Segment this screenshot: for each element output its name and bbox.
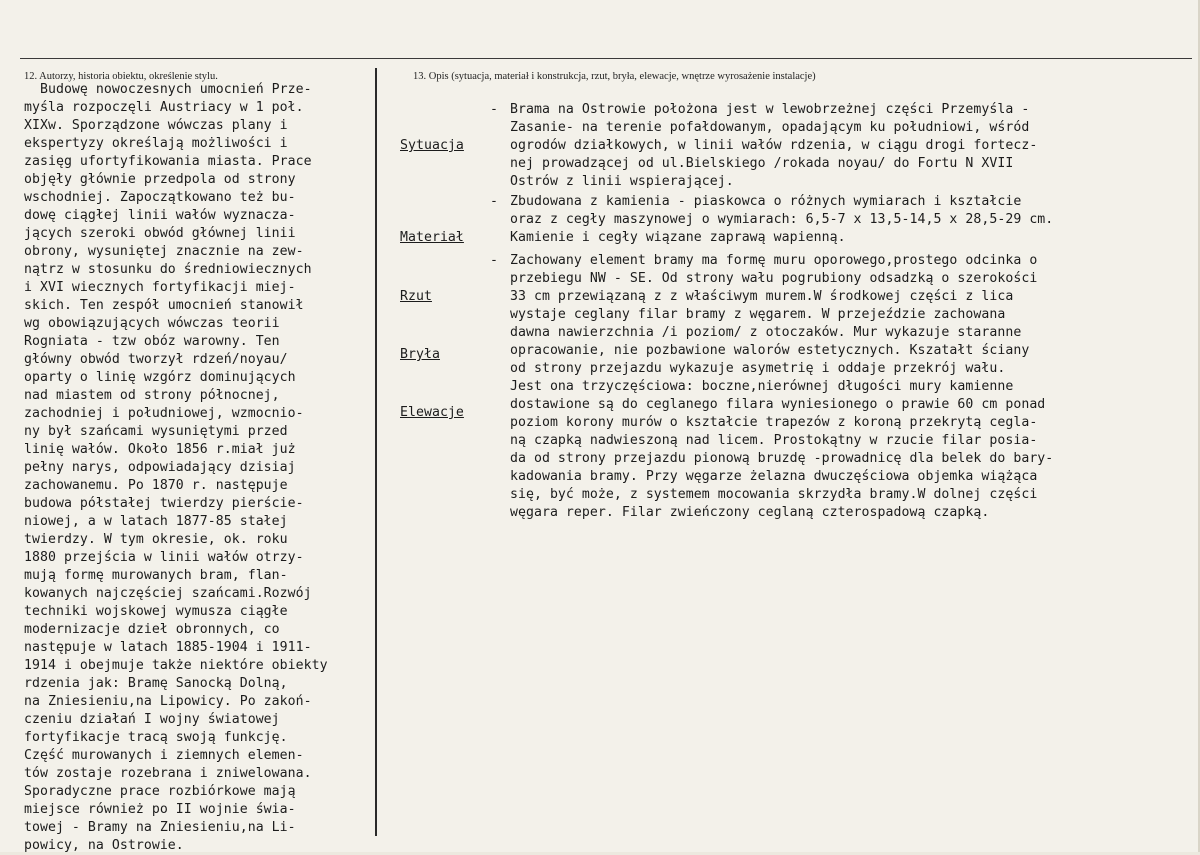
text-line: ekspertyzy określają możliwości i [24, 136, 288, 151]
section-body [510, 101, 1037, 191]
text-line: miejsce również po II wojnie świa- [24, 802, 296, 817]
text-line: towej - Bramy na Zniesieniu,na Li- [24, 820, 296, 835]
text-line: fortyfikacje tracą swoją funkcję. [24, 730, 288, 745]
text-line: oraz z cegły maszynowej o wymiarach: 6,5-7 x 13,5-14,5 x 28,5-29 cm. [510, 212, 1054, 227]
section-label [400, 101, 464, 191]
text-line: wschodniej. Zapoczątkowano też bu- [24, 190, 296, 205]
text-line: tów zostaje rozebrana i zniwelowana. [24, 766, 312, 781]
right-column-header: 13. Opis (sytuacja, materiał i konstrukcja, rzut, bryła, elewacje, wnętrze wyrosażenie instalacje) [413, 71, 816, 82]
text-line: kadowania bramy. Przy węgarze żelazna dwuczęściowa objemka wiążąca [510, 469, 1038, 484]
text-line: ny był szańcami wysuniętymi przed [24, 424, 288, 439]
text-line: jących szeroki obwód głównej linii [24, 226, 296, 241]
text-line: pełny narys, odpowiadający dzisiaj [24, 460, 296, 475]
text-line: 33 cm przewiązaną z z właściwym murem.W środkowej części z lica [510, 289, 1014, 304]
text-line: 1880 przejścia w linii wałów otrzy- [24, 550, 304, 565]
section-body [510, 193, 1053, 247]
text-line: poziom korony murów o kształcie trapezów z koroną przekrytą cegla- [510, 415, 1038, 430]
text-line: główny obwód tworzył rdzeń/noyau/ [24, 352, 288, 367]
text-line: się, być może, z systemem mocowania skrzydła bramy.W dolnej części [510, 487, 1038, 502]
text-line: Część murowanych i ziemnych elemen- [24, 748, 304, 763]
text-line: zachowanemu. Po 1870 r. następuje [24, 478, 288, 493]
text-line: od strony przejazdu wykazuje asymetrię i oddaje przekrój wału. [510, 361, 1006, 376]
history-text [24, 81, 328, 855]
label-bryla: Bryła [400, 347, 440, 362]
text-line: Budowę nowoczesnych umocnień Prze- [24, 82, 312, 97]
text-line: ną czapką nadwieszoną nad licem. Prostokątny w rzucie filar posia- [510, 433, 1038, 448]
text-line: dowę ciągłej linii wałów wyznacza- [24, 208, 296, 223]
text-line: oparty o linię wzgórz dominujących [24, 370, 296, 385]
section-dash: - [490, 102, 498, 117]
text-line: Brama na Ostrowie położona jest w lewobrzeżnej części Przemyśla - [510, 102, 1030, 117]
text-line: wg obowiązujących wówczas teorii [24, 316, 280, 331]
label-material: Materiał [400, 230, 464, 245]
text-line: opracowanie, nie pozbawione walorów estetycznych. Kszatałt ściany [510, 343, 1030, 358]
text-line: czeniu działań I wojny światowej [24, 712, 280, 727]
text-line: obrony, wysuniętej znacznie na zew- [24, 244, 304, 259]
text-line: kowanych najczęściej szańcami.Rozwój [24, 586, 312, 601]
text-line: zachodniej i południowej, wzmocnio- [24, 406, 304, 421]
section-dash: - [490, 253, 498, 268]
text-line: modernizacje dzieł obronnych, co [24, 622, 280, 637]
section-dash: - [490, 194, 498, 209]
label-rzut: Rzut [400, 289, 432, 304]
text-line: powicy, na Ostrowie. [24, 838, 184, 853]
text-line: węgara reper. Filar zwieńczony ceglaną czterospadową czapką. [510, 505, 990, 520]
text-line: ogrodów działkowych, w linii wałów rdzenia, w ciągu drogi fortecz- [510, 138, 1038, 153]
text-line: Zbudowana z kamienia - piaskowca o różnych wymiarach i kształcie [510, 194, 1022, 209]
text-line: rdzenia jak: Bramę Sanocką Dolną, [24, 676, 288, 691]
text-line: techniki wojskowej wymusza ciągłe [24, 604, 288, 619]
text-line: dawna nawierzchnia /i poziom/ z otoczaków. Mur wykazuje staranne [510, 325, 1022, 340]
header-rule [20, 58, 1192, 59]
label-elewacje: Elewacje [400, 405, 464, 420]
column-divider [375, 68, 377, 836]
text-line: mują formę murowanych bram, flan- [24, 568, 288, 583]
text-line: Zasanie- na terenie pofałdowanym, opadającym ku południowi, wśród [510, 120, 1030, 135]
text-line: Zachowany element bramy ma formę muru oporowego,prostego odcinka o [510, 253, 1038, 268]
text-line: myśla rozpoczęli Austriacy w 1 poł. [24, 100, 304, 115]
text-line: dostawione są do ceglanego filara wyniesionego o prawie 60 cm ponad [510, 397, 1046, 412]
section-body [510, 252, 1053, 522]
text-line: skich. Ten zespół umocnień stanowił [24, 298, 304, 313]
text-line: przebiegu NW - SE. Od strony wału pogrubiony odsadzką o szerokości [510, 271, 1038, 286]
text-line: zasięg ufortyfikowania miasta. Prace [24, 154, 312, 169]
text-line: Rogniata - tzw obóz warowny. Ten [24, 334, 280, 349]
text-line: nad miastem od strony północnej, [24, 388, 280, 403]
text-line: i XVI wiecznych fortyfikacji miej- [24, 280, 296, 295]
text-line: na Zniesieniu,na Lipowicy. Po zakoń- [24, 694, 312, 709]
text-line: Ostrów z linii wspierającej. [510, 174, 734, 189]
text-line: nątrz w stosunku do średniowiecznych [24, 262, 312, 277]
text-line: 1914 i obejmuje także niektóre obiekty [24, 658, 328, 673]
text-line: następuje w latach 1885-1904 i 1911- [24, 640, 312, 655]
text-line: XIXw. Sporządzone wówczas plany i [24, 118, 288, 133]
text-line: da od strony przejazdu pionową bruzdę -prowadnicę dla belek do bary- [510, 451, 1054, 466]
text-line: wystaje ceglany filar bramy z węgarem. W przejeździe zachowana [510, 307, 1006, 322]
text-line: niowej, a w latach 1877-85 stałej [24, 514, 288, 529]
text-line: budowa półstałej twierdzy pierście- [24, 496, 304, 511]
text-line: nej prowadzącej od ul.Bielskiego /rokada noyau/ do Fortu N XVII [510, 156, 1014, 171]
text-line: objęły głównie przedpola od strony [24, 172, 296, 187]
section-label [400, 252, 464, 458]
text-line: Kamienie i cegły wiązane zaprawą wapienną. [510, 230, 846, 245]
text-line: Sporadyczne prace rozbiórkowe mają [24, 784, 296, 799]
left-column-header: 12. Autorzy, historia obiektu, określenie stylu. [24, 71, 218, 82]
text-line: Jest ona trzyczęściowa: boczne,nierównej długości mury kamienne [510, 379, 1014, 394]
label-sytuacja: Sytuacja [400, 138, 464, 153]
text-line: linię wałów. Około 1856 r.miał już [24, 442, 296, 457]
text-line: twierdzy. W tym okresie, ok. roku [24, 532, 288, 547]
